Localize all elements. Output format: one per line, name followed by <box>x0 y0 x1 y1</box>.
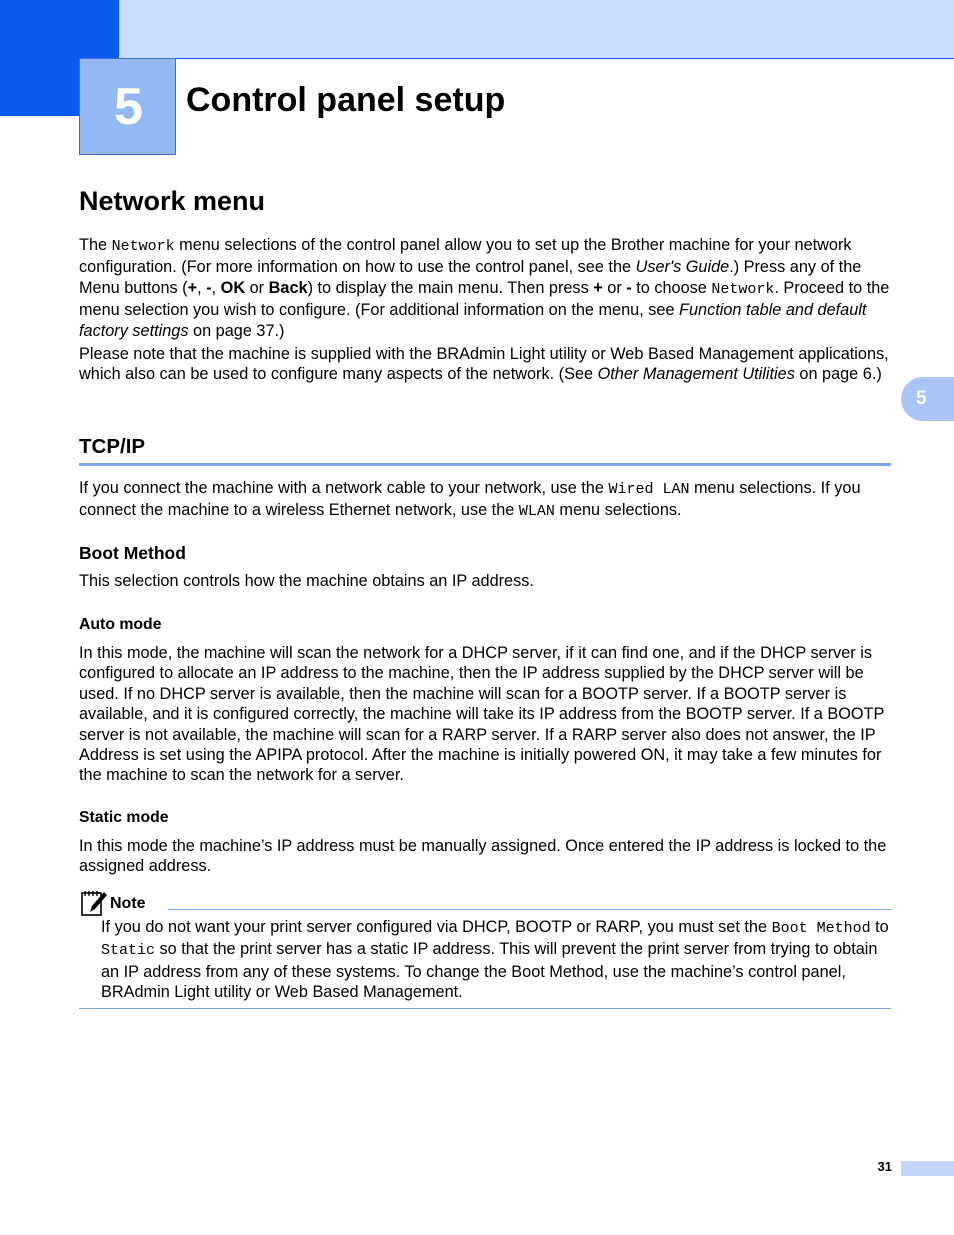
note-bottom-rule <box>79 1008 891 1009</box>
chapter-side-tab <box>901 377 954 421</box>
note-pencil-icon <box>80 889 108 917</box>
static-mode-paragraph: In this mode the machine’s IP address must be manually assigned. Once entered the IP address is locked to the assigned address. <box>79 837 887 876</box>
tcpip-paragraph: If you connect the machine with a network cable to your network, use the Wired LAN menu selections. If you connect the machine to a wireless Ethernet network, use the WLAN menu selections. <box>79 479 861 521</box>
note-top-rule <box>168 909 891 910</box>
code-wired-lan: Wired LAN <box>608 481 690 498</box>
boot-method-paragraph: This selection controls how the machine obtains an IP address. <box>79 572 534 590</box>
subheading-static-mode: Static mode <box>79 809 169 826</box>
chapter-title: Control panel setup <box>186 81 506 119</box>
note-body: If you do not want your print server configured via DHCP, BOOTP or RARP, you must set the Boot Method to Static so that the print server has a static IP address. This will prevent the print server from trying to obtain an IP address from any of these systems. To change the Boot Method, use the machine’s control panel, BRAdmin Light utility or Web Based Management. <box>101 918 889 1002</box>
subheading-boot-method: Boot Method <box>79 543 186 563</box>
section-heading-tcpip: TCP/IP <box>79 435 146 458</box>
code-static: Static <box>101 942 156 960</box>
note-label: Note <box>110 895 146 912</box>
other-management-utilities-reference: Other Management Utilities <box>597 365 795 384</box>
code-wlan: WLAN <box>518 503 555 521</box>
users-guide-reference: User's Guide <box>635 258 730 277</box>
network-menu-paragraph-1: The Network menu selections of the control panel allow you to set up the Brother machine for your network configuration. (For more information on how to use the control panel, see the User's Guide.) Press any of the Menu buttons (+, -, OK or Back) to display the main menu. Then press + or - to choose Network. Proceed to the menu selection you wish to configure. (For additional information on the menu, see Function table and default factory settings on page 37.) <box>79 236 890 340</box>
tcpip-heading-rule <box>79 463 891 466</box>
network-menu-paragraph-2: Please note that the machine is supplied with the BRAdmin Light utility or Web Based Management applications, which also can be used to configure many aspects of the network. (See Other Management Utilities on page 6.) <box>79 345 889 384</box>
section-heading-network-menu: Network menu <box>79 186 266 216</box>
code-network: Network <box>711 280 775 298</box>
chapter-number: 5 <box>114 78 143 136</box>
code-network: Network <box>111 238 175 255</box>
chapter-number-box <box>79 58 176 155</box>
page-number: 31 <box>877 1159 892 1174</box>
side-tab-number: 5 <box>916 388 927 409</box>
footer-bar <box>901 1161 954 1176</box>
header-band <box>0 0 954 59</box>
function-table-reference: Function table and default factory settings <box>79 301 867 340</box>
code-boot-method: Boot Method <box>771 920 871 937</box>
subheading-auto-mode: Auto mode <box>79 616 162 633</box>
auto-mode-paragraph: In this mode, the machine will scan the network for a DHCP server, if it can find one, and if the DHCP server is configured to allocate an IP address to the machine, then the IP address supplied by the DHCP server will be used. If no DHCP server is available, then the machine will scan for a BOOTP server. If a BOOTP server is available, and it is configured correctly, the machine will take its IP address from the BOOTP server. If a BOOTP server is not available, the machine will scan for a RARP server. If a RARP server also does not answer, the IP Address is set using the APIPA protocol. After the machine is initially powered ON, it may take a few minutes for the machine to scan the network for a server. <box>79 644 885 785</box>
